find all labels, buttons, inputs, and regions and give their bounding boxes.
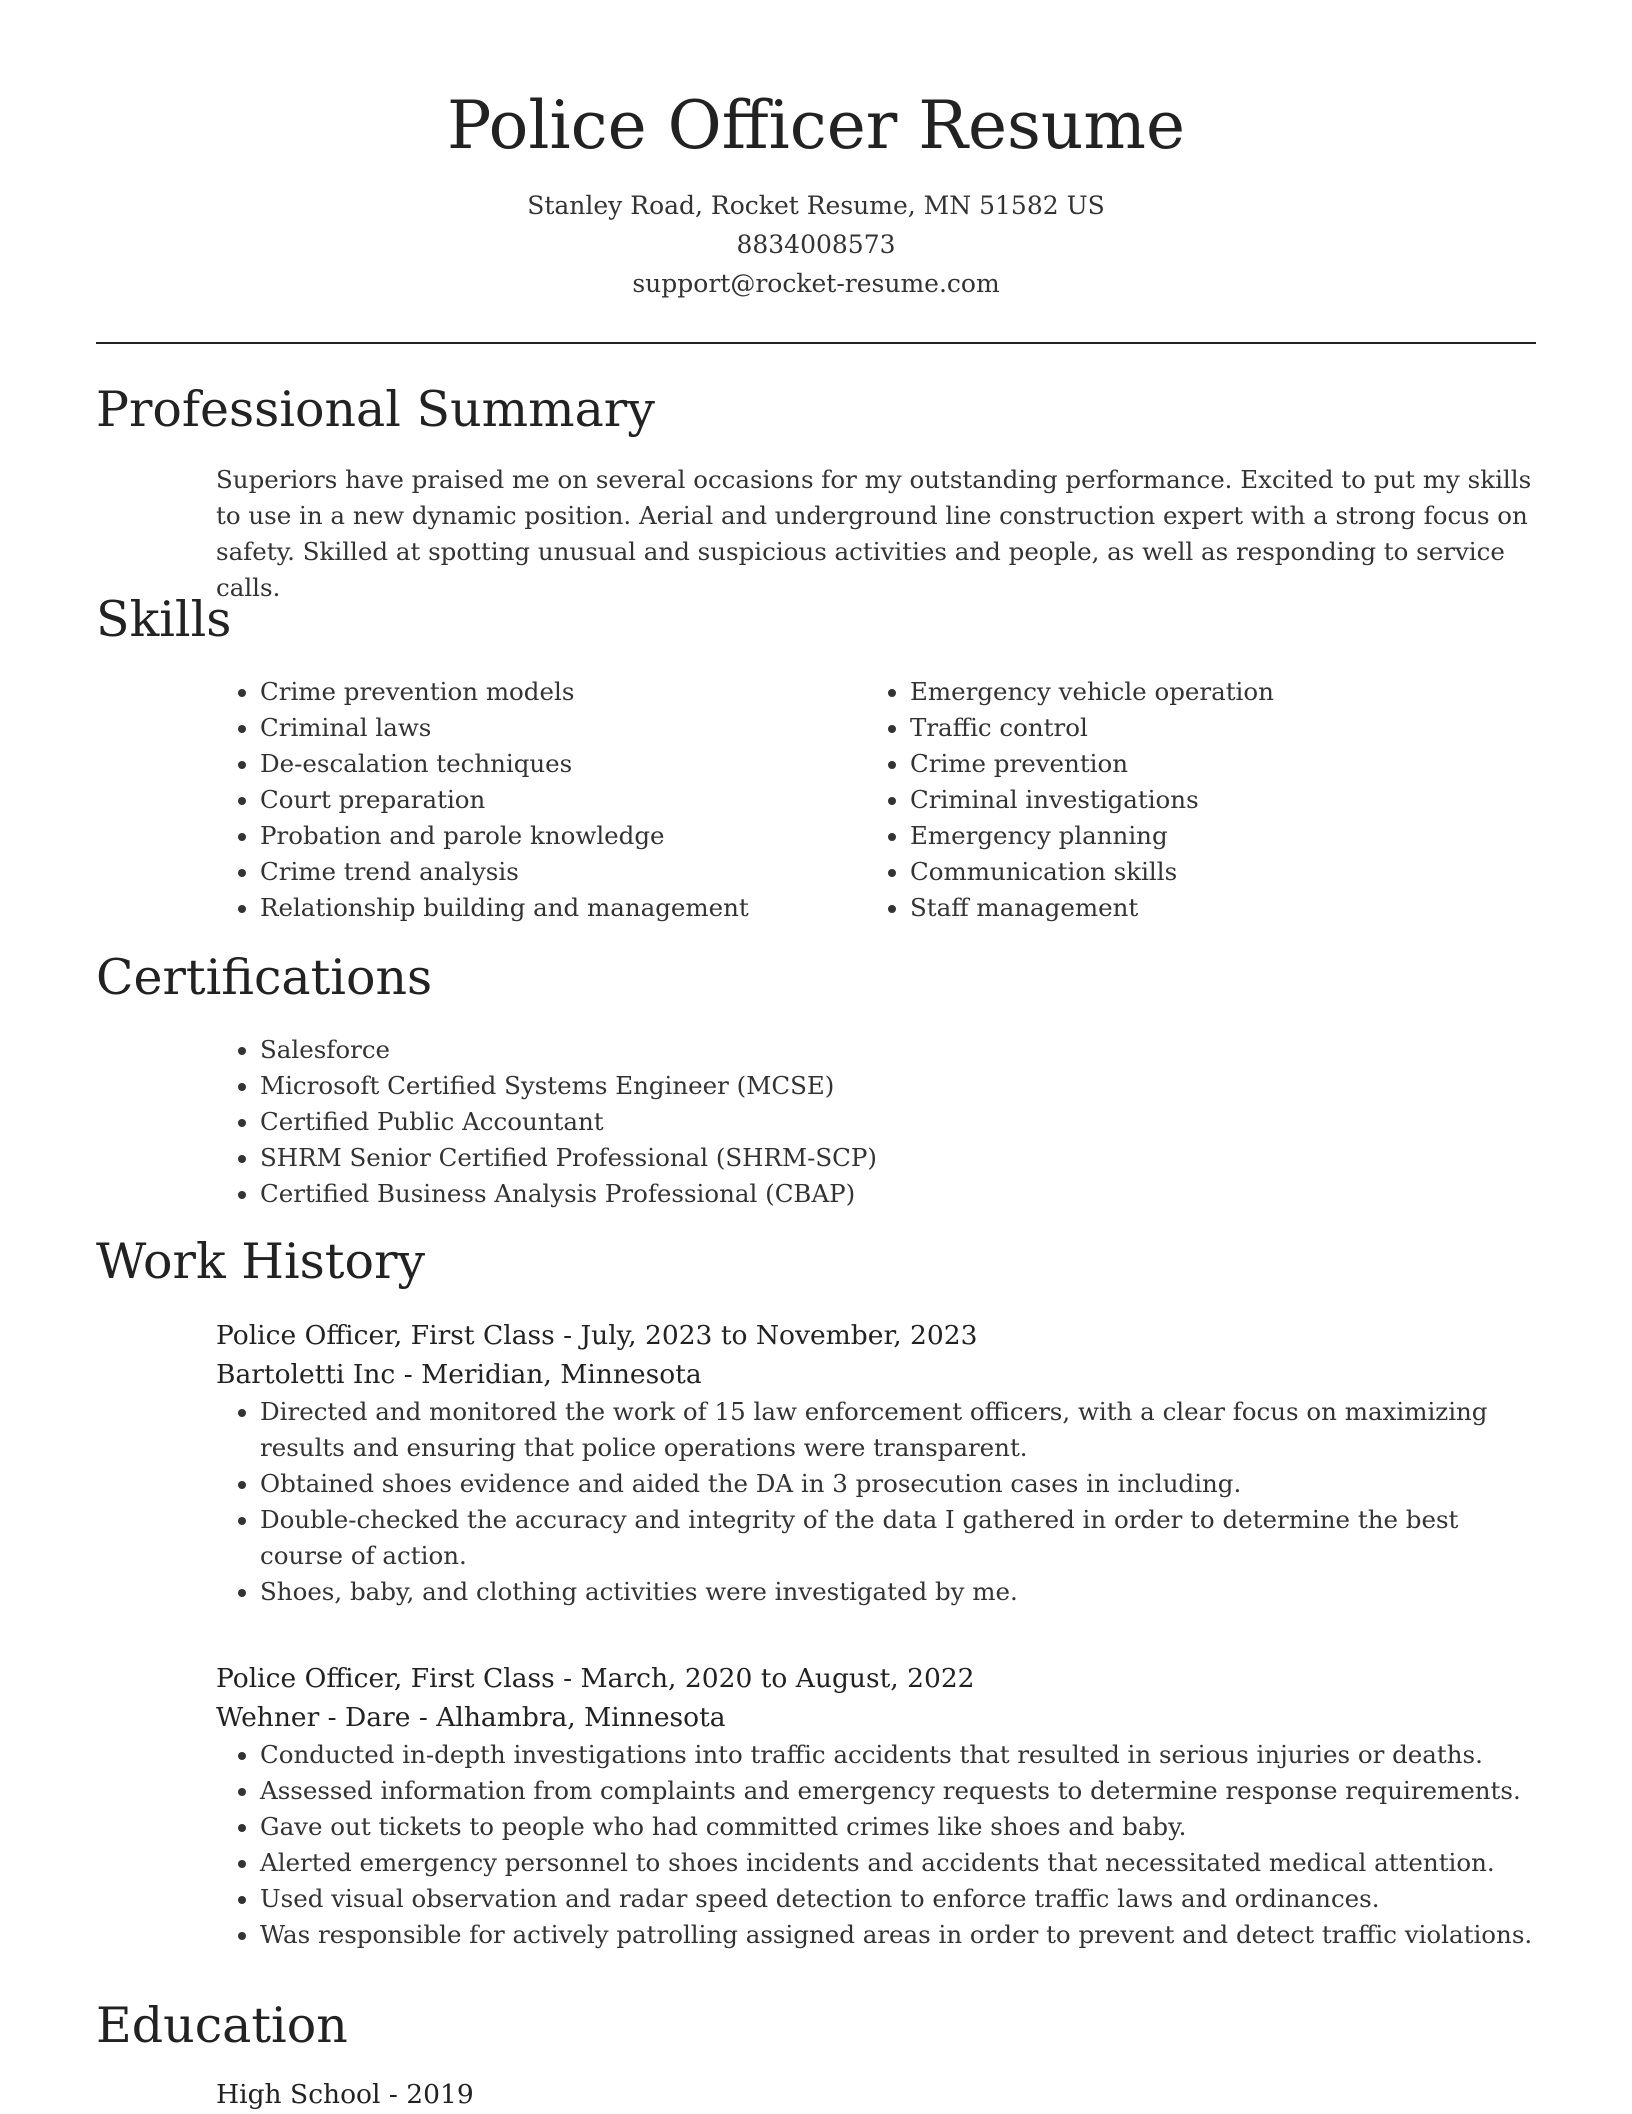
contact-email: support@rocket-resume.com bbox=[632, 269, 1000, 298]
job-bullet: • Assessed information from complaints and emergency requests to determine response requirements. bbox=[260, 1773, 1536, 1809]
certification-item: • Certified Business Analysis Professional (CBAP) bbox=[260, 1176, 1416, 1212]
skill-item: • Relationship building and management bbox=[260, 890, 816, 926]
skills-heading: Skills bbox=[96, 591, 232, 648]
education-heading: Education bbox=[96, 1997, 348, 2054]
certifications-list bbox=[216, 1032, 1416, 1212]
job-bullet: • Conducted in-depth investigations into traffic accidents that resulted in serious injuries or deaths. bbox=[260, 1737, 1536, 1773]
header-divider bbox=[96, 342, 1536, 344]
job-entry bbox=[216, 1316, 1536, 1610]
contact-phone: 8834008573 bbox=[736, 230, 896, 259]
skill-item: • Criminal investigations bbox=[910, 782, 1526, 818]
contact-address: Stanley Road, Rocket Resume, MN 51582 US bbox=[527, 191, 1105, 220]
job-role-line: Police Officer, First Class - July, 2023 to November, 2023 bbox=[216, 1320, 978, 1351]
summary-text: Superiors have praised me on several occasions for my outstanding performance. Excited to put my skills to use in a new dynamic position. Aerial and underground line construction expert with a strong focus on safety. Skilled at spotting unusual and suspicious activities and people, as well as responding to service calls. bbox=[216, 465, 1532, 602]
skill-item: • Communication skills bbox=[910, 854, 1526, 890]
skills-column-left bbox=[216, 674, 816, 926]
skill-item: • Traffic control bbox=[910, 710, 1526, 746]
job-entry bbox=[216, 1659, 1536, 1953]
job-bullet: • Was responsible for actively patrolling assigned areas in order to prevent and detect traffic violations. bbox=[260, 1917, 1536, 1953]
job-bullet: • Directed and monitored the work of 15 law enforcement officers, with a clear focus on maximizing results and ensuring that police operations were transparent. bbox=[260, 1394, 1536, 1466]
skill-item: • Emergency vehicle operation bbox=[910, 674, 1526, 710]
skill-item: • Court preparation bbox=[260, 782, 816, 818]
work-history-heading: Work History bbox=[96, 1233, 426, 1290]
job-bullets bbox=[216, 1737, 1536, 1953]
skill-item: • Staff management bbox=[910, 890, 1526, 926]
contact-block bbox=[0, 186, 1632, 303]
skill-item: • Crime prevention models bbox=[260, 674, 816, 710]
resume-header bbox=[0, 78, 1632, 303]
skills-column-right bbox=[866, 674, 1526, 926]
certification-item: • Salesforce bbox=[260, 1032, 1416, 1068]
job-company-line: Bartoletti Inc - Meridian, Minnesota bbox=[216, 1359, 702, 1390]
skill-item: • Probation and parole knowledge bbox=[260, 818, 816, 854]
skill-item: • Criminal laws bbox=[260, 710, 816, 746]
job-bullet: • Alerted emergency personnel to shoes incidents and accidents that necessitated medical attention. bbox=[260, 1845, 1536, 1881]
certification-item: • SHRM Senior Certified Professional (SHRM-SCP) bbox=[260, 1140, 1416, 1176]
certification-item: • Microsoft Certified Systems Engineer (MCSE) bbox=[260, 1068, 1416, 1104]
skill-item: • Emergency planning bbox=[910, 818, 1526, 854]
certifications-heading: Certifications bbox=[96, 949, 433, 1006]
education-entry: High School - 2019 bbox=[216, 2079, 474, 2110]
skill-item: • Crime trend analysis bbox=[260, 854, 816, 890]
job-company-line: Wehner - Dare - Alhambra, Minnesota bbox=[216, 1702, 726, 1733]
job-bullet: • Double-checked the accuracy and integrity of the data I gathered in order to determine the best course of action. bbox=[260, 1502, 1536, 1574]
job-bullet: • Used visual observation and radar speed detection to enforce traffic laws and ordinances. bbox=[260, 1881, 1536, 1917]
job-role-line: Police Officer, First Class - March, 2020 to August, 2022 bbox=[216, 1663, 975, 1694]
certification-item: • Certified Public Accountant bbox=[260, 1104, 1416, 1140]
job-bullet: • Obtained shoes evidence and aided the DA in 3 prosecution cases in including. bbox=[260, 1466, 1536, 1502]
resume-title: Police Officer Resume bbox=[446, 87, 1186, 164]
summary-heading: Professional Summary bbox=[96, 381, 655, 438]
skill-item: • De-escalation techniques bbox=[260, 746, 816, 782]
skill-item: • Crime prevention bbox=[910, 746, 1526, 782]
job-bullet: • Shoes, baby, and clothing activities were investigated by me. bbox=[260, 1574, 1536, 1610]
job-bullet: • Gave out tickets to people who had committed crimes like shoes and baby. bbox=[260, 1809, 1536, 1845]
job-bullets bbox=[216, 1394, 1536, 1610]
